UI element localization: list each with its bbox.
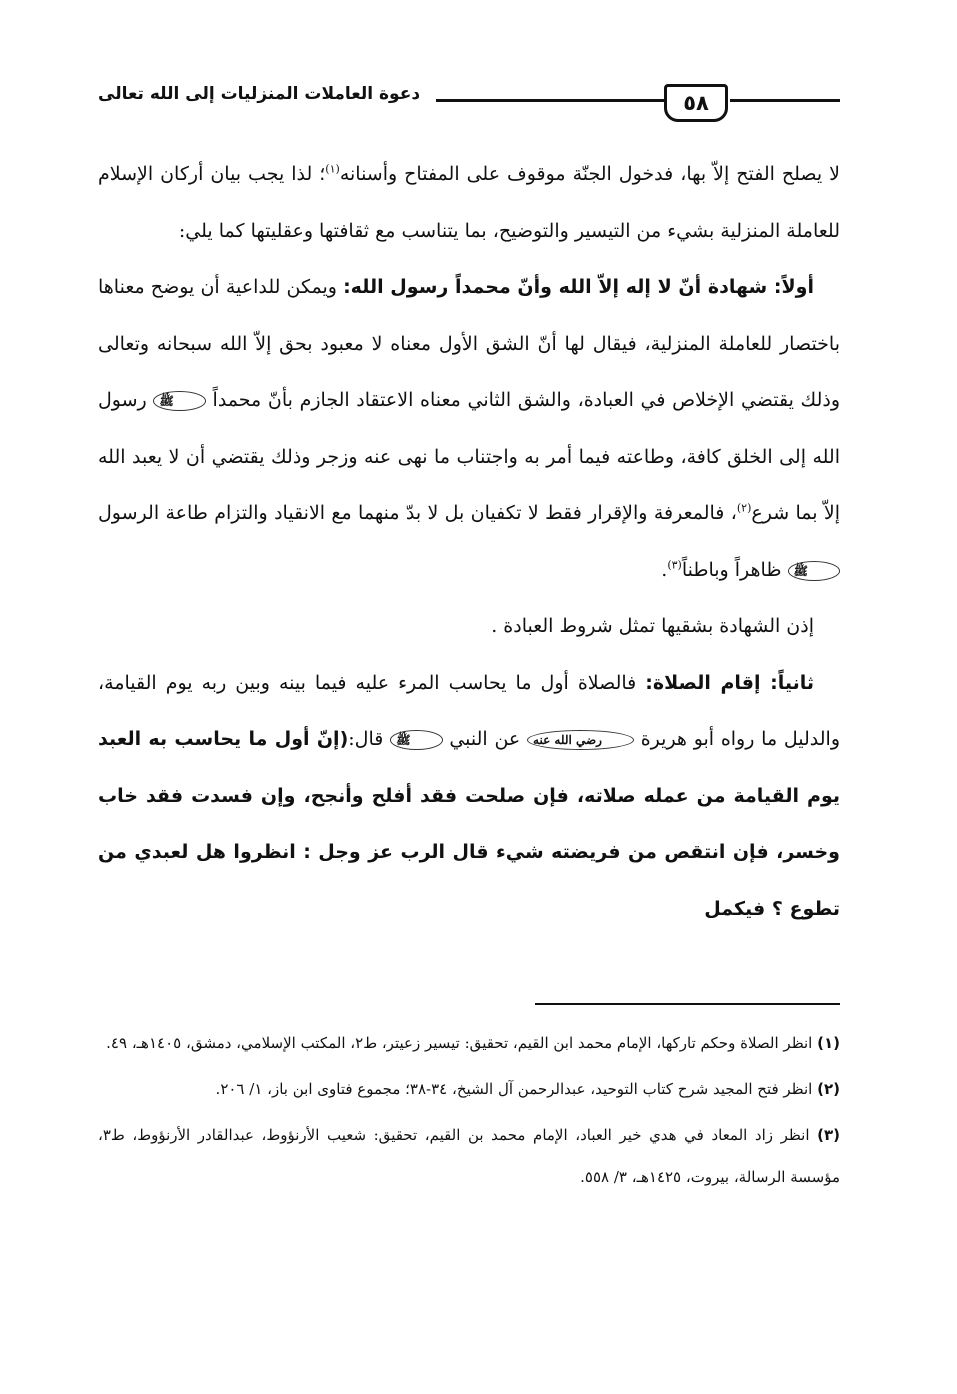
footnote-ref-1[interactable]: (١)	[325, 162, 340, 176]
honorific-saw-icon: ﷺ	[390, 730, 443, 750]
honorific-saw-icon: ﷺ	[788, 561, 841, 581]
salah-text-b: عن النبي	[442, 728, 528, 750]
footnote-3	[98, 1114, 840, 1198]
honorific-ra-icon: رضي الله عنه	[527, 730, 634, 750]
salah-text-a: فالصلاة أول ما يحاسب المرء عليه فيما بينه وبين ربه يوم القيامة، والدليل ما رواه أبو هريرة	[98, 671, 840, 750]
footnote-number: (٢)	[817, 1080, 840, 1098]
footnote-ref-2[interactable]: (٢)	[736, 501, 752, 515]
body-text	[98, 146, 840, 937]
paragraph-salah	[98, 655, 840, 938]
salah-text-c: قال:	[348, 728, 391, 750]
honorific-saw-icon: ﷺ	[153, 391, 206, 411]
shahada-text-a: ويمكن للداعية أن يوضح معناها باختصار للعاملة المنزلية، فيقال لها أنّ الشق الأول معناه لا معبود بحق إلاّ الله سبحانه وتعالى وذلك يقتضي الإخلاص في العبادة، والشق الثاني معناه الاعتقاد الجازم بأنّ محمداً	[98, 276, 840, 411]
page-header	[98, 78, 840, 122]
heading-shahada: أولاً: شهادة أنّ لا إله إلاّ الله وأنّ محمداً رسول الله:	[343, 276, 814, 298]
shahada-text-c: ، فالمعرفة والإقرار فقط لا تكفيان بل لا بدّ منهما مع الانقياد والتزام طاعة الرسول	[98, 502, 737, 524]
shahada-text-b: رسول الله إلى الخلق كافة، وطاعته فيما أمر به واجتناب ما نهى عنه وزجر وذلك يقتضي أن لا يعبد الله إلاّ بما شرع	[98, 389, 840, 524]
hadith-quote: (إنّ أول ما يحاسب به العبد يوم القيامة من عمله صلاته، فإن صلحت فقد أفلح وأنجح، وإن فسدت فقد خاب وخسر، فإن انتقص من فريضته شيء قال الرب عز وجل : انظروا هل لعبدي من تطوع ؟ فيكمل	[98, 728, 840, 920]
heading-salah: ثانياً: إقام الصلاة:	[645, 671, 814, 694]
footnote-number: (٣)	[817, 1126, 840, 1144]
footnote-text: انظر فتح المجيد شرح كتاب التوحيد، عبدالرحمن آل الشيخ، ٣٤-٣٨؛ مجموع فتاوى ابن باز، ١/ ٢٠٦.	[215, 1080, 813, 1098]
intro-text: لا يصلح الفتح إلاّ بها، فدخول الجنّة موقوف على المفتاح وأسنانه	[339, 163, 840, 185]
footnote-number: (١)	[817, 1034, 840, 1052]
footnote-text: انظر الصلاة وحكم تاركها، الإمام محمد ابن القيم، تحقيق: تيسير زعيتر، ط٢، المكتب الإسلامي، دمشق، ١٤٠٥هـ، ٤٩.	[106, 1034, 813, 1052]
page-number: ٥٨	[664, 84, 728, 122]
intro-text-continued: ؛ لذا يجب بيان أركان الإسلام للعاملة المنزلية بشيء من التيسير والتوضيح، بما يتناسب مع ثقافتها وعقليتها كما يلي:	[98, 163, 840, 242]
header-rule-middle	[436, 99, 666, 102]
footnote-ref-3[interactable]: (٣)	[667, 558, 682, 572]
shahada-text-d: ظاهراً وباطناً	[681, 558, 788, 581]
footnote-2	[98, 1068, 840, 1110]
footnotes	[98, 1022, 840, 1202]
paragraph-intro	[98, 146, 840, 259]
footnote-1	[98, 1022, 840, 1064]
footnote-separator	[535, 1003, 840, 1005]
running-title: دعوة العاملات المنزليات إلى الله تعالى	[98, 84, 421, 104]
shahada-text-end: .	[661, 558, 668, 581]
paragraph-conclusion: إذن الشهادة بشقيها تمثل شروط العبادة .	[491, 615, 814, 637]
paragraph-shahada	[98, 259, 840, 598]
footnote-text: انظر زاد المعاد في هدي خير العباد، الإمام محمد بن القيم، تحقيق: شعيب الأرنؤوط، عبدالقادر الأرنؤوط، ط٣، مؤسسة الرسالة، بيروت، ١٤٢٥هـ، ٣/ ٥٥٨.	[98, 1126, 840, 1186]
header-rule-right	[730, 99, 840, 102]
